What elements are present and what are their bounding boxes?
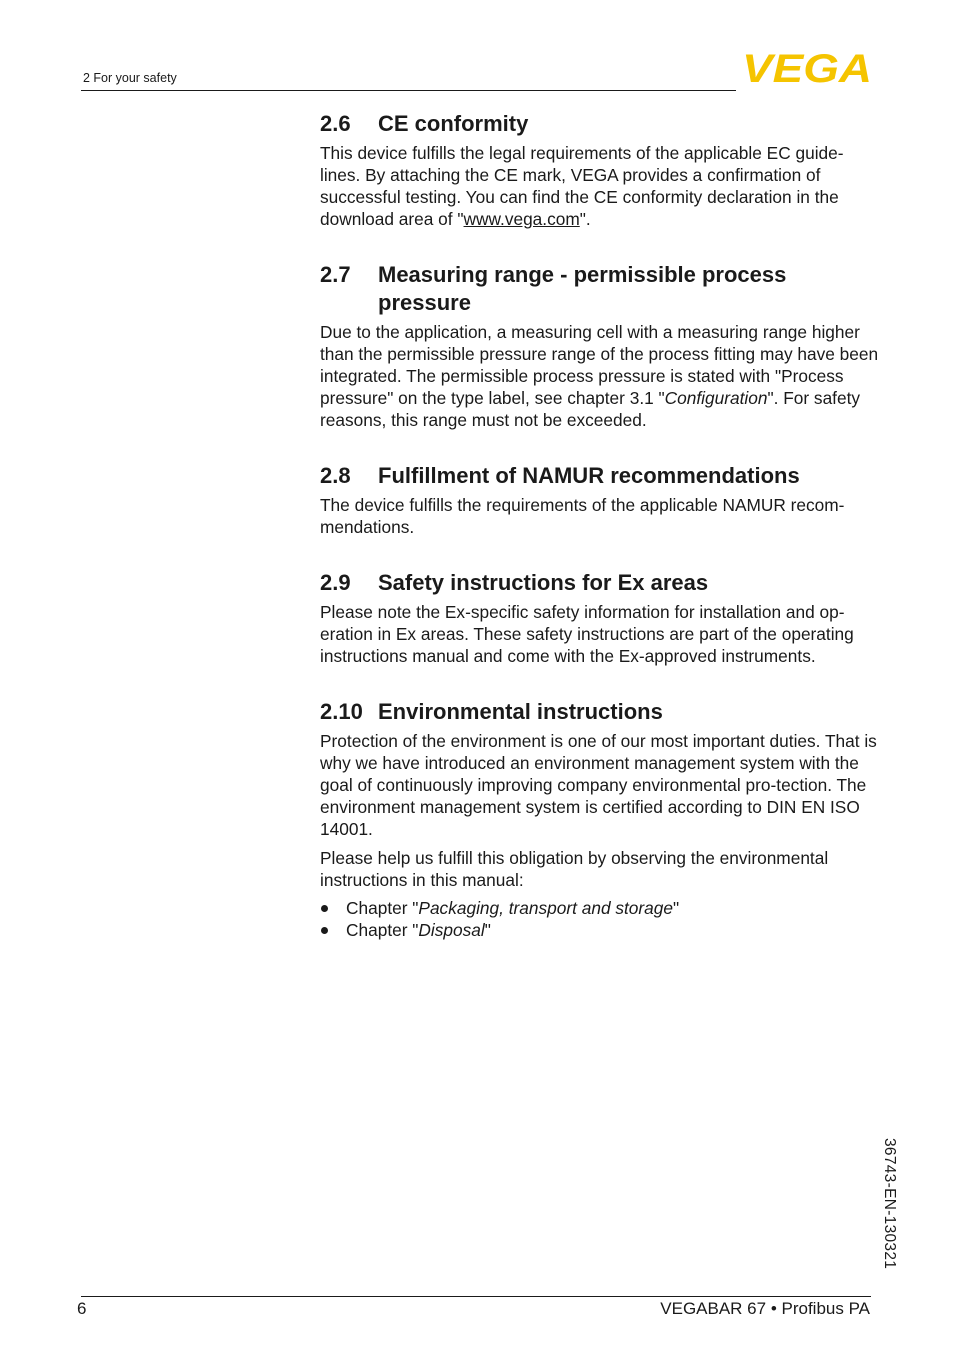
section-number: 2.7: [320, 262, 351, 287]
document-id: 36743-EN-130321: [881, 1138, 898, 1270]
section-heading: [320, 569, 880, 597]
header-rule: [81, 90, 736, 91]
text-run: Chapter ": [346, 898, 419, 918]
footer-rule: [81, 1296, 871, 1297]
section-title: Measuring range - permissible process pressure: [378, 262, 787, 315]
paragraph: The device fulfills the requirements of the applicable NAMUR recom-mendations.: [320, 495, 845, 537]
text-run: Chapter ": [346, 920, 419, 940]
section-measuring-range: [320, 261, 880, 431]
paragraph: [320, 321, 880, 431]
section-title: CE conformity: [378, 111, 529, 136]
section-heading: [320, 462, 880, 490]
section-heading: [320, 698, 880, 726]
text-run: ". For safety reasons, this range must not be exceeded.: [320, 388, 861, 430]
chapter-reference: Disposal: [418, 920, 485, 940]
section-number: 2.8: [320, 463, 351, 488]
product-name: VEGABAR 67 • Profibus PA: [660, 1299, 870, 1318]
section-number: 2.10: [320, 699, 363, 724]
text-run: This device fulfills the legal requirements of the applicable EC guide-lines. By attaching the CE mark, VEGA provides a confirmation of successful testing. You can find the CE conformity declaration in the download area of ": [320, 143, 844, 229]
list-item: [320, 897, 880, 919]
section-heading: [320, 110, 880, 138]
section-number: 2.9: [320, 570, 351, 595]
vega-website-link[interactable]: www.vega.com: [463, 209, 580, 229]
text-run: ".: [579, 209, 591, 229]
page-number: 6: [77, 1299, 87, 1318]
section-ex-areas: [320, 569, 880, 667]
section-title: Fulfillment of NAMUR recommendations: [378, 463, 800, 488]
main-content: [320, 110, 880, 941]
section-title: Safety instructions for Ex areas: [378, 570, 709, 595]
vega-logo: [742, 50, 872, 86]
chapter-reference: Packaging, transport and storage: [418, 898, 673, 918]
running-header: 2 For your safety: [83, 71, 177, 85]
section-environmental: [320, 698, 880, 941]
section-namur: [320, 462, 880, 538]
paragraph: Please note the Ex-specific safety information for installation and op-eration in Ex areas. These safety instructions are part of the operating instructions manual and come with the Ex-approved instruments.: [320, 602, 854, 666]
section-number: 2.6: [320, 111, 351, 136]
chapter-reference: Configuration: [664, 388, 768, 408]
text-run: ": [673, 898, 680, 918]
paragraph: [320, 142, 880, 230]
paragraph: Protection of the environment is one of our most important duties. That is why we have introduced an environment management system with the goal of continuously improving company environmental pro-tection. The environment management system is certified according to DIN EN ISO 14001.: [320, 731, 877, 839]
list-item: [320, 919, 880, 941]
section-heading: [320, 261, 880, 317]
section-title: Environmental instructions: [378, 699, 663, 724]
paragraph: Please help us fulfill this obligation by observing the environmental instructions in this manual:: [320, 848, 829, 890]
text-run: Due to the application, a measuring cell with a measuring range higher than the permissible pressure range of the process fitting may have been integrated. The permissible process pressure is stated with "Process pressure" on the type label, see chapter 3.1 ": [320, 322, 879, 408]
bullet-list: [320, 897, 880, 941]
section-ce-conformity: [320, 110, 880, 230]
text-run: ": [484, 920, 491, 940]
logo-text: VEGA: [742, 50, 872, 86]
